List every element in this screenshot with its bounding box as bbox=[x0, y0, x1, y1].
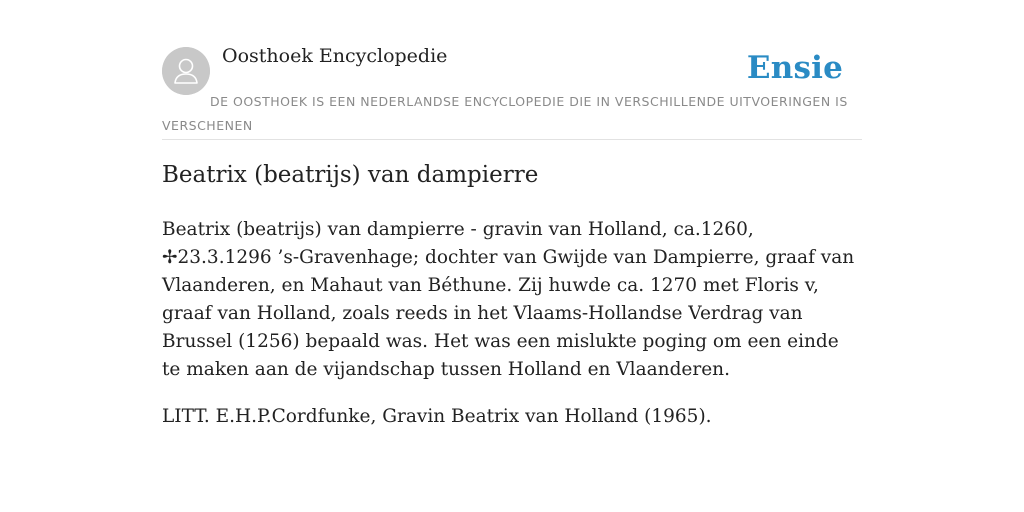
article-title: Beatrix (beatrijs) van dampierre bbox=[162, 162, 539, 188]
site-name[interactable]: Oosthoek Encyclopedie bbox=[222, 45, 448, 67]
header-divider bbox=[162, 139, 862, 140]
user-silhouette-icon bbox=[162, 47, 210, 95]
article-literature: LITT. E.H.P.Cordfunke, Gravin Beatrix van Holland (1965). bbox=[162, 406, 712, 427]
avatar[interactable] bbox=[162, 47, 210, 95]
article-body: Beatrix (beatrijs) van dampierre - gravin van Holland, ca.1260, ✢23.3.1296 ’s-Gravenhage; dochter van Gwijde van Dampierre, graaf van Vlaanderen, en Mahaut van Béthune. Zij huwde ca. 1270 met Floris v, graaf van Holland, zoals reeds in het Vlaams-Hollandse Verdrag van Brussel (1256) bepaald was. Het was een mislukte poging om een einde te maken aan de vijandschap tussen Holland en Vlaanderen. bbox=[162, 219, 855, 380]
brand-logo[interactable]: Ensie bbox=[746, 50, 843, 86]
site-tagline: DE OOSTHOEK IS EEN NEDERLANDSE ENCYCLOPEDIE DIE IN VERSCHILLENDE UITVOERINGEN IS VERSCHENEN bbox=[162, 94, 848, 133]
